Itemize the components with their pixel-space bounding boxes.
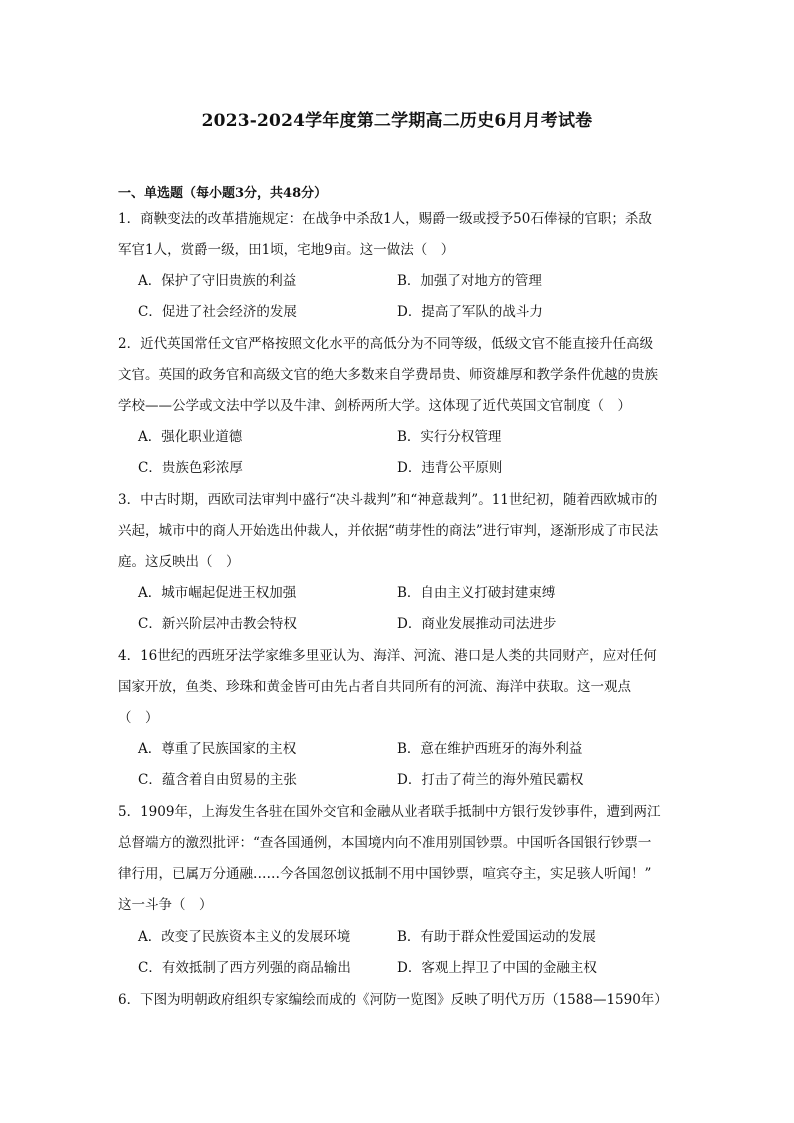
question-1-option-b: B．加强了对地方的管理 (397, 273, 542, 289)
question-2-option-a: A．强化职业道德 (138, 429, 243, 445)
question-2-line-3: 学校——公学或文法中学以及牛津、剑桥两所大学。这体现了近代英国文官制度（ ） (118, 398, 631, 414)
question-1-option-d: D．提高了军队的战斗力 (397, 304, 543, 320)
question-3-option-a: A．城市崛起促进王权加强 (138, 585, 297, 601)
question-5-option-b: B．有助于群众性爱国运动的发展 (397, 929, 596, 945)
question-5-option-d: D．客观上捍卫了中国的金融主权 (397, 960, 597, 976)
section-heading: 一、单选题（每小题3分，共48分） (118, 186, 328, 201)
question-1-line-1: 1．商鞅变法的改革措施规定：在战争中杀敌1人，赐爵一级或授予50石俸禄的官职；杀敌 (118, 211, 652, 227)
question-4-line-2: 国家开放，鱼类、珍珠和黄金皆可由先占者自共同所有的河流、海洋中获取。这一观点 (118, 679, 631, 695)
question-5-option-c: C．有效抵制了西方列强的商品输出 (138, 960, 351, 976)
question-4-line-1: 4．16世纪的西班牙法学家维多里亚认为、海洋、河流、港口是人类的共同财产，应对任何 (118, 648, 657, 664)
question-4-option-a: A．尊重了民族国家的主权 (138, 741, 297, 757)
question-4-line-3: （ ） (118, 710, 159, 726)
question-3-line-3: 庭。这反映出（ ） (118, 554, 240, 570)
question-3-option-b: B．自由主义打破封建束缚 (397, 585, 556, 601)
question-5-line-4: 这一斗争（ ） (118, 897, 213, 913)
question-3-line-1: 3．中古时期，西欧司法审判中盛行“决斗裁判”和“神意裁判”。11世纪初，随着西欧城市的 (118, 492, 658, 508)
question-6-line-1: 6．下图为明朝政府组织专家编绘而成的《河防一览图》反映了明代万历（1588—1590年） (118, 992, 668, 1008)
page-title: 2023-2024学年度第二学期高二历史6月月考试卷 (201, 111, 593, 131)
question-4-option-b: B．意在维护西班牙的海外利益 (397, 741, 583, 757)
question-2-option-d: D．违背公平原则 (397, 460, 503, 476)
question-5-option-a: A．改变了民族资本主义的发展环境 (138, 929, 351, 945)
question-2-line-1: 2．近代英国常任文官严格按照文化水平的高低分为不同等级，低级文官不能直接升任高级 (118, 336, 654, 352)
question-5-line-1: 5．1909年，上海发生各驻在国外交官和金融从业者联手抵制中方银行发钞事件，遭到两江 (118, 804, 661, 820)
question-1-line-2: 军官1人，赏爵一级，田1顷，宅地9亩。这一做法（ ） (118, 242, 455, 258)
question-1-option-a: A．保护了守旧贵族的利益 (138, 273, 297, 289)
question-3-option-d: D．商业发展推动司法进步 (397, 616, 557, 632)
question-2-option-c: C．贵族色彩浓厚 (138, 460, 243, 476)
question-4-option-c: C．蕴含着自由贸易的主张 (138, 772, 297, 788)
question-3-option-c: C．新兴阶层冲击教会特权 (138, 616, 297, 632)
question-4-option-d: D．打击了荷兰的海外殖民霸权 (397, 772, 584, 788)
question-5-line-3: 律行用，已属万分通融……今各国忽创议抵制不用中国钞票，喧宾夺主，实足骇人听闻！” (118, 866, 652, 882)
question-2-option-b: B．实行分权管理 (397, 429, 502, 445)
question-3-line-2: 兴起，城市中的商人开始选出仲裁人，并依据“萌芽性的商法”进行审判，逐渐形成了市民法 (118, 523, 659, 539)
question-1-option-c: C．促进了社会经济的发展 (138, 304, 297, 320)
question-5-line-2: 总督端方的激烈批评：“查各国通例，本国境内向不准用别国钞票。中国听各国银行钞票一 (118, 835, 652, 851)
question-2-line-2: 文官。英国的政务官和高级文官的绝大多数来自学费昂贵、师资雄厚和教学条件优越的贵族 (118, 367, 658, 383)
